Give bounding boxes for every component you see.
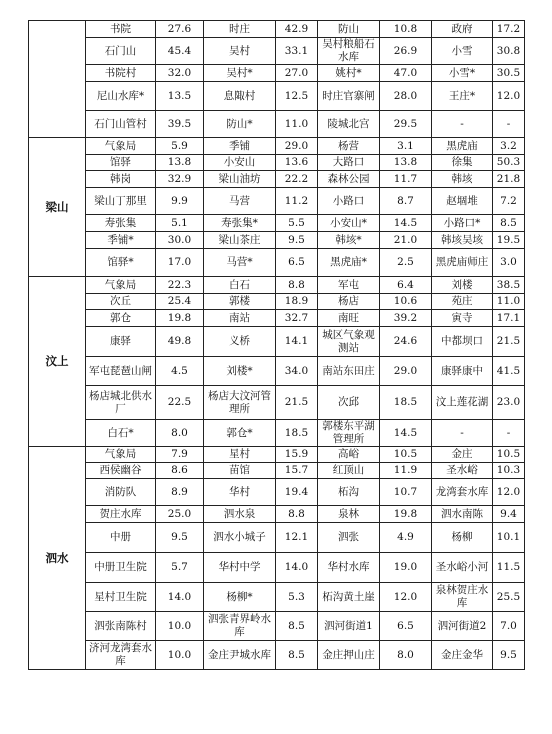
station-name: 杨店大汶河管理所 [204,386,276,420]
station-name: 柘沟黄土崖 [318,583,380,612]
rainfall-value: 8.6 [156,463,204,479]
rainfall-value: 3.2 [493,138,525,155]
station-name: 寅寺 [432,310,493,327]
table-row [29,310,525,327]
station-name: 息陬村 [204,82,276,111]
station-name: 徐集 [432,155,493,171]
rainfall-value: 11.0 [493,294,525,310]
table-row [29,327,525,357]
station-name: 小安山 [204,155,276,171]
rainfall-value: 25.4 [156,294,204,310]
rainfall-value: 19.8 [380,506,432,523]
rainfall-value: 25.5 [493,583,525,612]
station-name: 南旺 [318,310,380,327]
station-name: 泉林贺庄水库 [432,583,493,612]
rainfall-value: 39.5 [156,111,204,138]
rainfall-value: 27.0 [276,65,318,82]
rainfall-value: 25.0 [156,506,204,523]
table-row [29,215,525,232]
station-name: 小安山* [318,215,380,232]
rainfall-value: 30.0 [156,232,204,249]
rainfall-value: 15.7 [276,463,318,479]
station-name: 姚村* [318,65,380,82]
rainfall-value: 17.2 [493,21,525,38]
rainfall-value: 5.7 [156,553,204,583]
table-row [29,111,525,138]
rainfall-value: 14.0 [156,583,204,612]
table-row [29,138,525,155]
rainfall-value: 9.5 [493,641,525,670]
station-name: 泗张 [318,523,380,553]
rainfall-value: 21.8 [493,171,525,188]
station-name: 金庄尹城水库 [204,641,276,670]
station-name: 次丘 [86,294,156,310]
station-name: 刘楼* [204,357,276,386]
rainfall-value: 27.6 [156,21,204,38]
rainfall-value: 6.5 [276,249,318,277]
station-name: 大路口 [318,155,380,171]
station-name: 次邱 [318,386,380,420]
table-row [29,249,525,277]
rainfall-value: 19.5 [493,232,525,249]
rainfall-value: 23.0 [493,386,525,420]
rainfall-document [28,20,524,670]
rainfall-value: 32.7 [276,310,318,327]
station-name: 防山 [318,21,380,38]
station-name: 马营 [204,188,276,215]
station-name: 郭楼东平湖管理所 [318,420,380,447]
table-row [29,506,525,523]
rainfall-value: 18.5 [276,420,318,447]
station-name: 小雪* [432,65,493,82]
table-row [29,523,525,553]
table-row [29,155,525,171]
rainfall-value: 12.1 [276,523,318,553]
station-name: 时庄 [204,21,276,38]
rainfall-value: - [493,111,525,138]
rainfall-value: 6.5 [380,612,432,641]
rainfall-value: 4.5 [156,357,204,386]
station-name: 杨柳* [204,583,276,612]
station-name: 圣水峪 [432,463,493,479]
station-name: 书院 [86,21,156,38]
station-name: 梁山丁那里 [86,188,156,215]
rainfall-value: 32.0 [156,65,204,82]
station-name: 杨营 [318,138,380,155]
table-row [29,65,525,82]
rainfall-value: 32.9 [156,171,204,188]
table-row [29,82,525,111]
rainfall-value: 8.5 [276,612,318,641]
station-name: 季铺 [204,138,276,155]
rainfall-value: 34.0 [276,357,318,386]
rainfall-value: 49.8 [156,327,204,357]
rainfall-value: 14.5 [380,215,432,232]
rainfall-value: 28.0 [380,82,432,111]
station-name: 白石 [204,277,276,294]
rainfall-value: 26.9 [380,38,432,65]
rainfall-value: 33.1 [276,38,318,65]
station-name: 防山* [204,111,276,138]
rainfall-value: 11.0 [276,111,318,138]
region-label: 汶上 [29,277,86,447]
rainfall-value: 14.0 [276,553,318,583]
rainfall-value: 7.9 [156,447,204,463]
station-name: 华村中学 [204,553,276,583]
rainfall-value: 13.6 [276,155,318,171]
station-name: 泗水泉 [204,506,276,523]
table-row [29,553,525,583]
rainfall-table [28,20,525,670]
rainfall-value: 14.1 [276,327,318,357]
station-name: 柘沟 [318,479,380,506]
table-row [29,232,525,249]
rainfall-value: 24.6 [380,327,432,357]
region-label: 梁山 [29,138,86,277]
station-name: 军屯琵琶山闸 [86,357,156,386]
station-name: 气象局 [86,138,156,155]
rainfall-value: 9.5 [156,523,204,553]
rainfall-value: 5.5 [276,215,318,232]
station-name: 陵城北宫 [318,111,380,138]
station-name: 白石* [86,420,156,447]
rainfall-value: 10.8 [380,21,432,38]
station-name: 泗河街道2 [432,612,493,641]
rainfall-value: 7.2 [493,188,525,215]
rainfall-value: 17.1 [493,310,525,327]
rainfall-value: 19.4 [276,479,318,506]
station-name: 南站 [204,310,276,327]
station-name: 龙湾套水库 [432,479,493,506]
station-name: 泉林 [318,506,380,523]
rainfall-value: 5.9 [156,138,204,155]
rainfall-value: 5.1 [156,215,204,232]
station-name: - [432,420,493,447]
station-name: 尼山水库* [86,82,156,111]
rainfall-table-body [29,21,525,670]
rainfall-value: 22.5 [156,386,204,420]
station-name: 金庄押山庄 [318,641,380,670]
rainfall-value: 19.8 [156,310,204,327]
table-row [29,447,525,463]
station-name: 军屯 [318,277,380,294]
rainfall-value: 21.5 [276,386,318,420]
table-row [29,277,525,294]
rainfall-value: 7.0 [493,612,525,641]
table-row [29,479,525,506]
table-row [29,171,525,188]
station-name: 小雪 [432,38,493,65]
station-name: 泗水南陈 [432,506,493,523]
station-name: 韩垓吴垓 [432,232,493,249]
station-name: 杨店城北供水厂 [86,386,156,420]
station-name: 王庄* [432,82,493,111]
rainfall-value: 4.9 [380,523,432,553]
rainfall-value: 13.8 [380,155,432,171]
station-name: 济河龙湾套水库 [86,641,156,670]
station-name: 政府 [432,21,493,38]
station-name: 书院村 [86,65,156,82]
station-name: 季铺* [86,232,156,249]
rainfall-value: 42.9 [276,21,318,38]
station-name: 吴村* [204,65,276,82]
station-name: 中都坝口 [432,327,493,357]
rainfall-value: 8.5 [276,641,318,670]
rainfall-value: 5.3 [276,583,318,612]
rainfall-value: 29.0 [380,357,432,386]
station-name: 华村 [204,479,276,506]
rainfall-value: 18.5 [380,386,432,420]
table-row [29,357,525,386]
table-row [29,641,525,670]
station-name: 时庄官寨闸 [318,82,380,111]
table-row [29,612,525,641]
rainfall-value: 21.5 [493,327,525,357]
region-label [29,21,86,138]
rainfall-value: 10.0 [156,641,204,670]
region-label: 泗水 [29,447,86,670]
rainfall-value: 29.0 [276,138,318,155]
station-name: 韩垓* [318,232,380,249]
station-name: 苑庄 [432,294,493,310]
station-name: 星村 [204,447,276,463]
rainfall-value: 10.1 [493,523,525,553]
station-name: 泗河街道1 [318,612,380,641]
station-name: 寿张集 [86,215,156,232]
station-name: 黑虎庙* [318,249,380,277]
station-name: 森林公园 [318,171,380,188]
rainfall-value: 8.8 [276,277,318,294]
station-name: 寿张集* [204,215,276,232]
station-name: 杨店 [318,294,380,310]
rainfall-value: 2.5 [380,249,432,277]
station-name: 馆驿* [86,249,156,277]
rainfall-value: 8.8 [276,506,318,523]
rainfall-value: 10.5 [493,447,525,463]
rainfall-value: 10.3 [493,463,525,479]
rainfall-value: 12.0 [493,479,525,506]
station-name: 刘楼 [432,277,493,294]
station-name: 石门山 [86,38,156,65]
station-name: 马营* [204,249,276,277]
station-name: 高峪 [318,447,380,463]
rainfall-value: 6.4 [380,277,432,294]
rainfall-value: 30.8 [493,38,525,65]
station-name: 金庄 [432,447,493,463]
table-row [29,386,525,420]
station-name: 赵堌堆 [432,188,493,215]
station-name: 康驿 [86,327,156,357]
station-name: 气象局 [86,447,156,463]
rainfall-value: 30.5 [493,65,525,82]
rainfall-value: 41.5 [493,357,525,386]
rainfall-value: 45.4 [156,38,204,65]
table-row [29,188,525,215]
rainfall-value: 18.9 [276,294,318,310]
station-name: 黑虎庙师庄 [432,249,493,277]
rainfall-value: 13.5 [156,82,204,111]
rainfall-value: 11.5 [493,553,525,583]
rainfall-value: 9.9 [156,188,204,215]
rainfall-value: 10.0 [156,612,204,641]
rainfall-value: 17.0 [156,249,204,277]
station-name: 圣水峪小河 [432,553,493,583]
station-name: 韩垓 [432,171,493,188]
rainfall-value: 22.3 [156,277,204,294]
rainfall-value: 10.6 [380,294,432,310]
rainfall-value: 8.9 [156,479,204,506]
station-name: 义桥 [204,327,276,357]
station-name: 汶上莲花湖 [432,386,493,420]
rainfall-value: 11.7 [380,171,432,188]
station-name: 梁山油坊 [204,171,276,188]
rainfall-value: 13.8 [156,155,204,171]
station-name: 泗张青界岭水库 [204,612,276,641]
station-name: 红顶山 [318,463,380,479]
station-name: 贺庄水库 [86,506,156,523]
rainfall-value: 11.2 [276,188,318,215]
station-name: 杨柳 [432,523,493,553]
station-name: 中册卫生院 [86,553,156,583]
station-name: 馆驿 [86,155,156,171]
table-row [29,294,525,310]
station-name: 气象局 [86,277,156,294]
station-name: 石门山管村 [86,111,156,138]
station-name: 康驿康中 [432,357,493,386]
rainfall-value: 9.4 [493,506,525,523]
station-name: 泗水小城子 [204,523,276,553]
table-row [29,38,525,65]
station-name: 星村卫生院 [86,583,156,612]
rainfall-value: 29.5 [380,111,432,138]
rainfall-value: 8.7 [380,188,432,215]
rainfall-value: 47.0 [380,65,432,82]
rainfall-value: 50.3 [493,155,525,171]
table-row [29,463,525,479]
station-name: - [432,111,493,138]
rainfall-value: 10.7 [380,479,432,506]
rainfall-value: 19.0 [380,553,432,583]
station-name: 中册 [86,523,156,553]
rainfall-value: 9.5 [276,232,318,249]
station-name: 郭仓* [204,420,276,447]
rainfall-value: 21.0 [380,232,432,249]
rainfall-value: 11.9 [380,463,432,479]
table-row [29,420,525,447]
rainfall-value: 3.1 [380,138,432,155]
station-name: 西侯幽谷 [86,463,156,479]
rainfall-value: 3.0 [493,249,525,277]
rainfall-value: 8.0 [156,420,204,447]
rainfall-value: 8.5 [493,215,525,232]
station-name: 郭楼 [204,294,276,310]
station-name: 金庄金华 [432,641,493,670]
rainfall-value: 12.5 [276,82,318,111]
rainfall-value: 15.9 [276,447,318,463]
station-name: 韩岗 [86,171,156,188]
station-name: 梁山茶庄 [204,232,276,249]
rainfall-value: - [493,420,525,447]
station-name: 吴村粮船石水库 [318,38,380,65]
station-name: 华村水库 [318,553,380,583]
rainfall-value: 38.5 [493,277,525,294]
rainfall-value: 22.2 [276,171,318,188]
station-name: 吴村 [204,38,276,65]
station-name: 黑虎庙 [432,138,493,155]
table-row [29,21,525,38]
station-name: 苗馆 [204,463,276,479]
rainfall-value: 8.0 [380,641,432,670]
rainfall-value: 12.0 [380,583,432,612]
rainfall-value: 10.5 [380,447,432,463]
station-name: 城区气象观测站 [318,327,380,357]
rainfall-value: 12.0 [493,82,525,111]
table-row [29,583,525,612]
station-name: 小路口 [318,188,380,215]
station-name: 郭仓 [86,310,156,327]
station-name: 南站东田庄 [318,357,380,386]
station-name: 泗张南陈村 [86,612,156,641]
station-name: 消防队 [86,479,156,506]
rainfall-value: 14.5 [380,420,432,447]
station-name: 小路口* [432,215,493,232]
rainfall-value: 39.2 [380,310,432,327]
